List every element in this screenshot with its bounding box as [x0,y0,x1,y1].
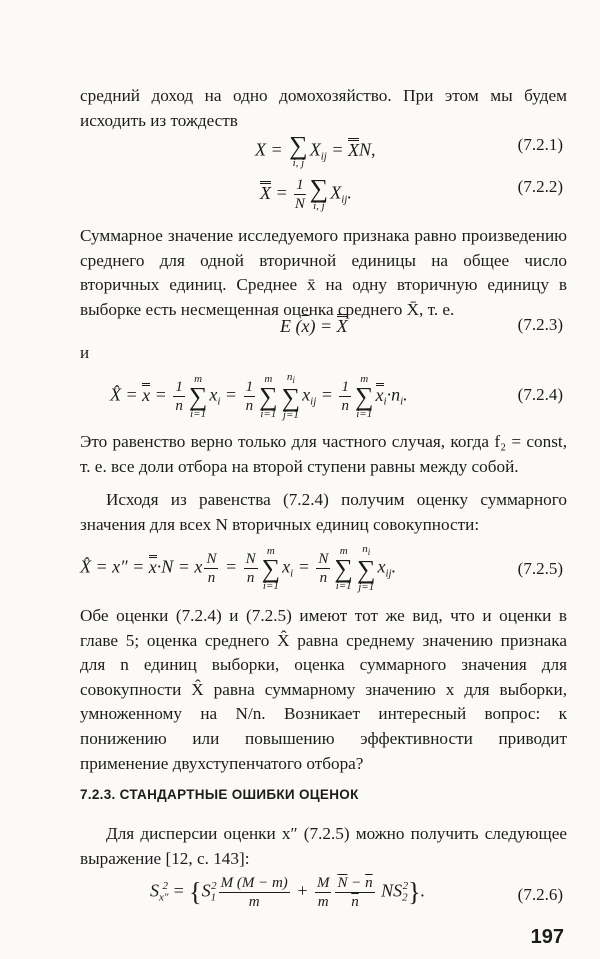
equation-number: (7.2.5) [517,559,563,578]
paragraph-sum-value: Суммарное значение исследуемого признака равно произведению среднего для одной вторичной единицы на общее число вторичных единиц. Среднее x̄ на одну вторичную единицу в выборке есть несмещенная оценка среднего X̄, т. е. [80,226,567,319]
paragraph-intro: средний доход на одно домохозяйство. При этом мы будем исходить из тождеств [80,86,567,130]
equation-number: (7.2.3) [517,315,563,334]
paragraph-equality-note: Это равенство верно только для частного случая, когда f₂ = const, т. е. все доли отбора на второй ступени равны между собой. [80,432,567,476]
paragraph-variance: Для дисперсии оценки x″ (7.2.5) можно получить следующее выражение [12, с. 143]: [80,824,567,868]
equation-7-2-6 [80,872,567,920]
equation-7-2-5 [80,540,567,596]
equation-7-2-4 [80,368,567,420]
formula-7-2-4: X̂ = x = $\frac{1}{n}$ m ∑ i=1 $x_i$ = $\frac{1}{n}$ m ∑ i=1 $n_i$ ∑ j=1 $x_{ij}$ = $\frac{1}{n}$ m ∑ i=1 $x_i\cdot n_i$. [110,371,408,422]
equation-7-2-3 [80,314,567,354]
paragraph-both-estimates: Обе оценки (7.2.4) и (7.2.5) имеют тот же вид, что и оценки в главе 5; оценка среднего X̂ равна среднему значению признака для n единиц выборки, оценка суммарного значения для совокупности X̂ равна суммарному значению x для выборки, умноженному на N/n. Возникает интересный вопрос: к понижению или повышению эффективности приводит применение двухступенчатого отбора? [80,606,567,773]
page-number: 197 [530,926,564,948]
formula-7-2-2: X = $\frac{1}{N}$ ∑ i, j $X_{ij}$. [260,174,352,212]
equation-7-2-2 [80,176,567,216]
equation-number: (7.2.6) [517,885,563,904]
equation-number: (7.2.4) [517,385,563,404]
equation-number: (7.2.2) [517,177,563,196]
equation-number: (7.2.1) [517,135,563,154]
conjunction: и [80,343,90,362]
equation-7-2-1 [80,131,567,174]
formula-7-2-6: $S_{x''}^2 = \{S_1^2$ $\frac{M (M - m)}{m}$ + $\frac{M}{m}$ $\frac{\overline{N} - \overline{n}}{n}$ $NS_2^2$}. [150,875,426,910]
formula-7-2-5: X̂ = x″ = x·N = x $\frac{N}{n}$ = $\frac{N}{n}$ m ∑ i=1 $x_i$ = $\frac{N}{n}$ m ∑ i=1 $n_i$ ∑ j=1 $x_{ij}$. [80,543,397,594]
section-heading: 7.2.3. СТАНДАРТНЫЕ ОШИБКИ ОЦЕНОК [80,787,359,802]
formula-7-2-1: X = ∑ i, j $X_{ij}$ = XN, [255,131,376,169]
formula-7-2-3: E $(\overline{x}) = X$ [280,316,348,336]
paragraph-estimate: Исходя из равенства (7.2.4) получим оценку суммарного значения для всех N вторичных единиц совокупности: [80,490,567,534]
